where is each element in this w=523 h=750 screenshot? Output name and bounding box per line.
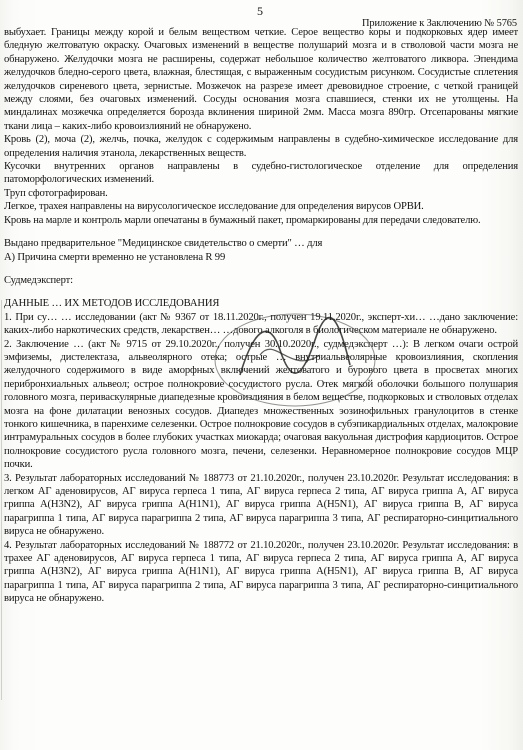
paragraph-chemistry: Кровь (2), моча (2), желчь, почка, желудок с содержимым направлены в судебно-химическое исследование для определения наличия этанола, лекарственных веществ.	[4, 134, 518, 159]
paragraph-expert: Судмедэксперт:	[4, 274, 73, 286]
result-3: 3. Результат лабораторных исследований № 188773 от 21.10.2020г., получен 23.10.2020г. Результат исследования: в легком АГ аденовирусов, АГ вируса герпеса 1 типа, АГ вируса герпеса 2 типа, АГ вируса гриппа А, АГ вируса гриппа А(H3N2), АГ вируса гриппа А(H1N1), АГ вируса гриппа А(H5N1), АГ вируса гриппа В, АГ вируса парагриппа 1 типа, АГ вируса парагриппа 2 типа, АГ вируса парагриппа 3 типа, АГ респираторно-синцитиального вируса не обнаружено.	[4, 472, 518, 538]
spacer	[4, 227, 518, 237]
paragraph-photo: Труп сфотографирован.	[4, 187, 108, 199]
section-heading: ДАННЫЕ … ИХ МЕТОДОВ ИССЛЕДОВАНИЯ	[4, 298, 220, 310]
scan-edge-line	[1, 300, 2, 700]
paragraph-certificate: Выдано предварительное "Медицинское свидетельство о смерти" … для	[4, 238, 323, 250]
paragraph-virology: Легкое, трахея направлены на вирусологическое исследование для определения вирусов ОРВИ.	[4, 201, 424, 213]
paragraph-cause: А) Причина смерти временно не установлена R 99	[4, 251, 226, 263]
result-2: 2. Заключение … (акт № 9715 от 29.10.2020г., получен 30.10.2020г., судмедэксперт …): В легком очаги острой эмфиземы, дистелектаза, альвеолярного отека; острые … внутриальвеолярные кровоизлияния, скопления желудочного содержимого в виде аморфных включений желтоватого и бурового цвета в просветах многих перибронхиальных альвеол; острое полнокровие сосудистого русла. Отек мягкой оболочки большого полушария головного мозга, периваскулярные диапедезные кровоизлияния в белом веществе, подкорковых и стволовых отделах мозга на фоне дилатации венозных сосудов. Диапедез множественных эозинофильных гранулоцитов в стенке тонкого кишечника, в паренхиме селезенки. Острое полнокровие сосудов в субэпикардиальных отделах, малокровие интрамуральных сосудов в более глубоких участках миокарда; очаговая вакуольная дистрофия кардиоцитов. Острое полнокровие сосудистого русла головного мозга, печени, селезенки. Неравномерное полнокровие сосудов МЦР почки.	[4, 338, 518, 471]
spacer	[4, 264, 518, 274]
result-4: 4. Результат лабораторных исследований № 188772 от 21.10.2020г., получен 23.10.2020г. Результат исследования: в трахее АГ аденовирусов, АГ вируса герпеса 1 типа, АГ вируса герпеса 2 типа, АГ вируса гриппа А, АГ вируса гриппа А(H3N2), АГ вируса гриппа А(H1N1), АГ вируса гриппа А(H5N1), АГ вируса гриппа В, АГ вируса парагриппа 1 типа, АГ вируса парагриппа 2 типа, АГ вируса парагриппа 3 типа, АГ респираторно-синцитиального вируса не обнаружено.	[4, 539, 518, 605]
spacer	[4, 287, 518, 297]
page-number: 5	[257, 4, 263, 18]
result-1: 1. При су… … исследовании (акт № 9367 от 18.11.2020г., получен 19.11.2020г., эксперт-хи… …дано заключение: каких-либо наркотических средств, лекарствен… …дового алкоголя в биологическом материале не обнаружено.	[4, 311, 518, 337]
appendix-header: Приложение к Заключению № 5765	[361, 18, 517, 29]
paragraph-histology: Кусочки внутренних органов направлены в судебно-гистологическое отделение для определения патоморфологических изменений.	[4, 161, 518, 186]
paragraph-brain: выбухает. Границы между корой и белым веществом четкие. Серое вещество коры и подкорковых ядер имеет бледную желтоватую окраску. Очаговых изменений в веществе полушарий мозга и в стволовой части мозга не обнаружено. Желудочки мозга не расширены, содержат небольшое количество желтоватого ликвора. Эпендима желудочков бледно-серого цвета, влажная, блестящая, с выраженным сосудистым рисунком. Сосудистые сплетения желудочков сиреневого цвета, зернистые. Мозжечок на разрезе имеет древовидное строение, с четкой границей между слоями, без очаговых изменений. Сосуды основания мозга спавшиеся, стенки их не утолщены. На миндалинах мозжечка определяется борозда вклинения шириной 2мм. Масса мозга 890гр. Отсепарованы мягкие ткани лица – каких-либо кровоизлияний не обнаружено.	[4, 27, 518, 132]
document-body	[4, 26, 518, 606]
paragraph-blood-marla: Кровь на марле и контроль марли опечатаны в бумажный пакет, промаркированы для передачи следователю.	[4, 214, 481, 226]
